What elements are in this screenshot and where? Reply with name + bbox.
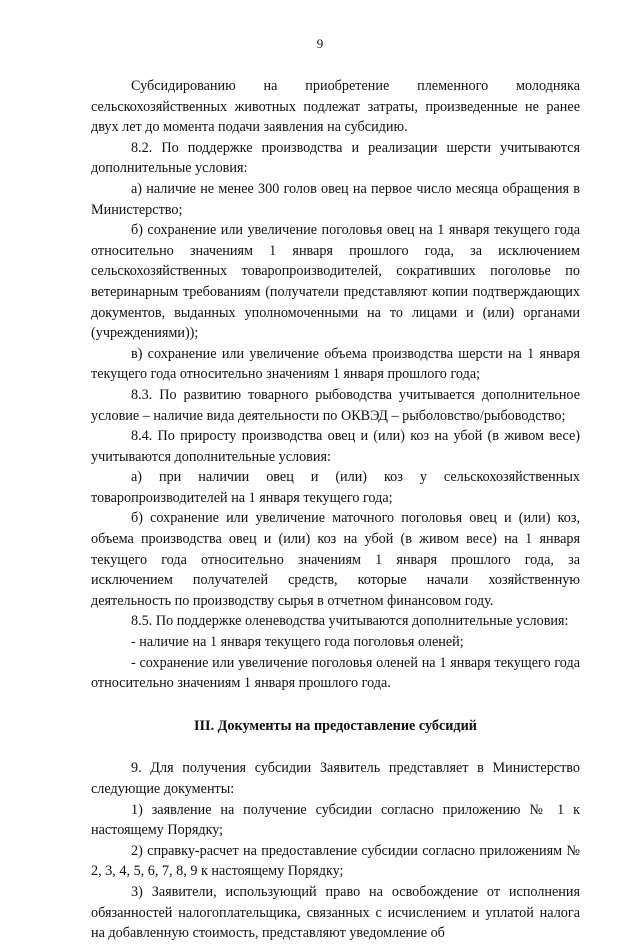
page-number: 9 — [316, 36, 324, 51]
body-paragraph: б) сохранение или увеличение маточного поголовья овец и (или) коз, объема производства овец и (или) коз на убой (в живом весе) на 1 января текущего года относительно значениям 1 января прошлого года, за исключением получателей средств, которые начали хозяйственную деятельность по производству сырья в отчетном финансовом году. — [91, 510, 580, 609]
body-paragraph: а) наличие не менее 300 голов овец на первое число месяца обращения в Министерство; — [91, 180, 580, 218]
document-body — [91, 76, 580, 944]
body-paragraph: а) при наличии овец и (или) коз у сельскохозяйственных товаропроизводителей на 1 января текущего года; — [91, 469, 580, 506]
body-paragraph: в) сохранение или увеличение объема производства шерсти на 1 января текущего года относительно значениям 1 января прошлого года; — [91, 345, 580, 383]
body-paragraph: 9. Для получения субсидии Заявитель представляет в Министерство следующие документы: — [91, 760, 580, 797]
body-paragraph: 2) справку-расчет на предоставление субсидии согласно приложениям № 2, 3, 4, 5, 6, 7, 8, 9 к настоящему Порядку; — [91, 842, 580, 880]
body-paragraph: б) сохранение или увеличение поголовья овец на 1 января текущего года относительно значениям 1 января прошлого года, за исключением сельскохозяйственных товаропроизводителей, сокративших поголовье по ветеринарным требованиям (получатели представляют копии подтверждающих документов, выданных уполномоченными на то лицами и (или) органами (учреждениями)); — [91, 222, 580, 342]
body-paragraph: 3) Заявители, использующий право на освобождение от исполнения обязанностей налогоплательщика, связанных с исчислением и уплатой налога на добавленную стоимость, представляют уведомление об — [91, 883, 580, 942]
body-paragraph: 8.2. По поддержке производства и реализации шерсти учитываются дополнительные условия: — [91, 139, 580, 177]
section-heading: III. Документы на предоставление субсидий — [194, 717, 477, 734]
body-paragraph: - наличие на 1 января текущего года поголовья оленей; — [131, 634, 464, 651]
body-paragraph: - сохранение или увеличение поголовья оленей на 1 января текущего года относительно значениям 1 января прошлого года. — [91, 654, 580, 692]
body-paragraph: 8.5. По поддержке оленеводства учитываются дополнительные условия: — [131, 613, 569, 630]
body-paragraph: 8.4. По приросту производства овец и (или) коз на убой (в живом весе) учитываются дополнительные условия: — [91, 428, 580, 465]
body-paragraph: 8.3. По развитию товарного рыбоводства учитывается дополнительное условие – наличие вида деятельности по ОКВЭД – рыболовство/рыбоводство; — [91, 386, 580, 424]
body-paragraph: 1) заявление на получение субсидии согласно приложению № 1 к настоящему Порядку; — [91, 801, 580, 839]
body-paragraph: Субсидированию на приобретение племенного молодняка сельскохозяйственных животных подлежат затраты, произведенные не ранее двух лет до момента подачи заявления на субсидию. — [91, 78, 580, 136]
